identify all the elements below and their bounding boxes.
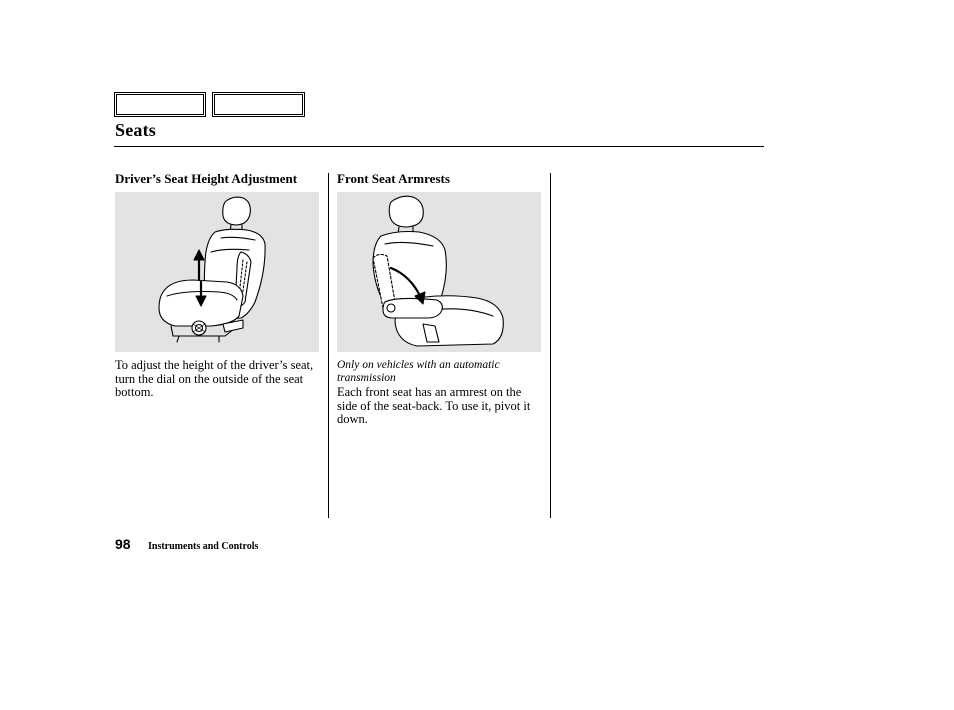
page-title: Seats [115, 120, 156, 140]
seat-armrest-illustration-icon [337, 192, 541, 352]
seat-height-instructions: To adjust the height of the driver’s seat, turn the dial on the outside of the seat bottom. [115, 358, 314, 399]
column-divider-1 [328, 173, 329, 518]
title-rule [114, 146, 764, 147]
section-name: Instruments and Controls [148, 541, 259, 552]
seat-height-figure [115, 192, 319, 352]
armrest-figure [337, 192, 541, 352]
section-tab-box-1 [114, 92, 206, 117]
section-tab-box-2 [212, 92, 305, 117]
armrest-instructions: Each front seat has an armrest on the side of the seat-back. To use it, pivot it down. [337, 385, 531, 426]
column-divider-2 [550, 173, 551, 518]
armrest-availability-note: Only on vehicles with an automatic transmission [337, 359, 500, 384]
heading-armrests: Front Seat Armrests [337, 171, 450, 186]
heading-seat-height: Driver’s Seat Height Adjustment [115, 171, 298, 186]
seat-height-dial-illustration-icon [115, 192, 319, 352]
page-number: 98 [115, 536, 131, 552]
